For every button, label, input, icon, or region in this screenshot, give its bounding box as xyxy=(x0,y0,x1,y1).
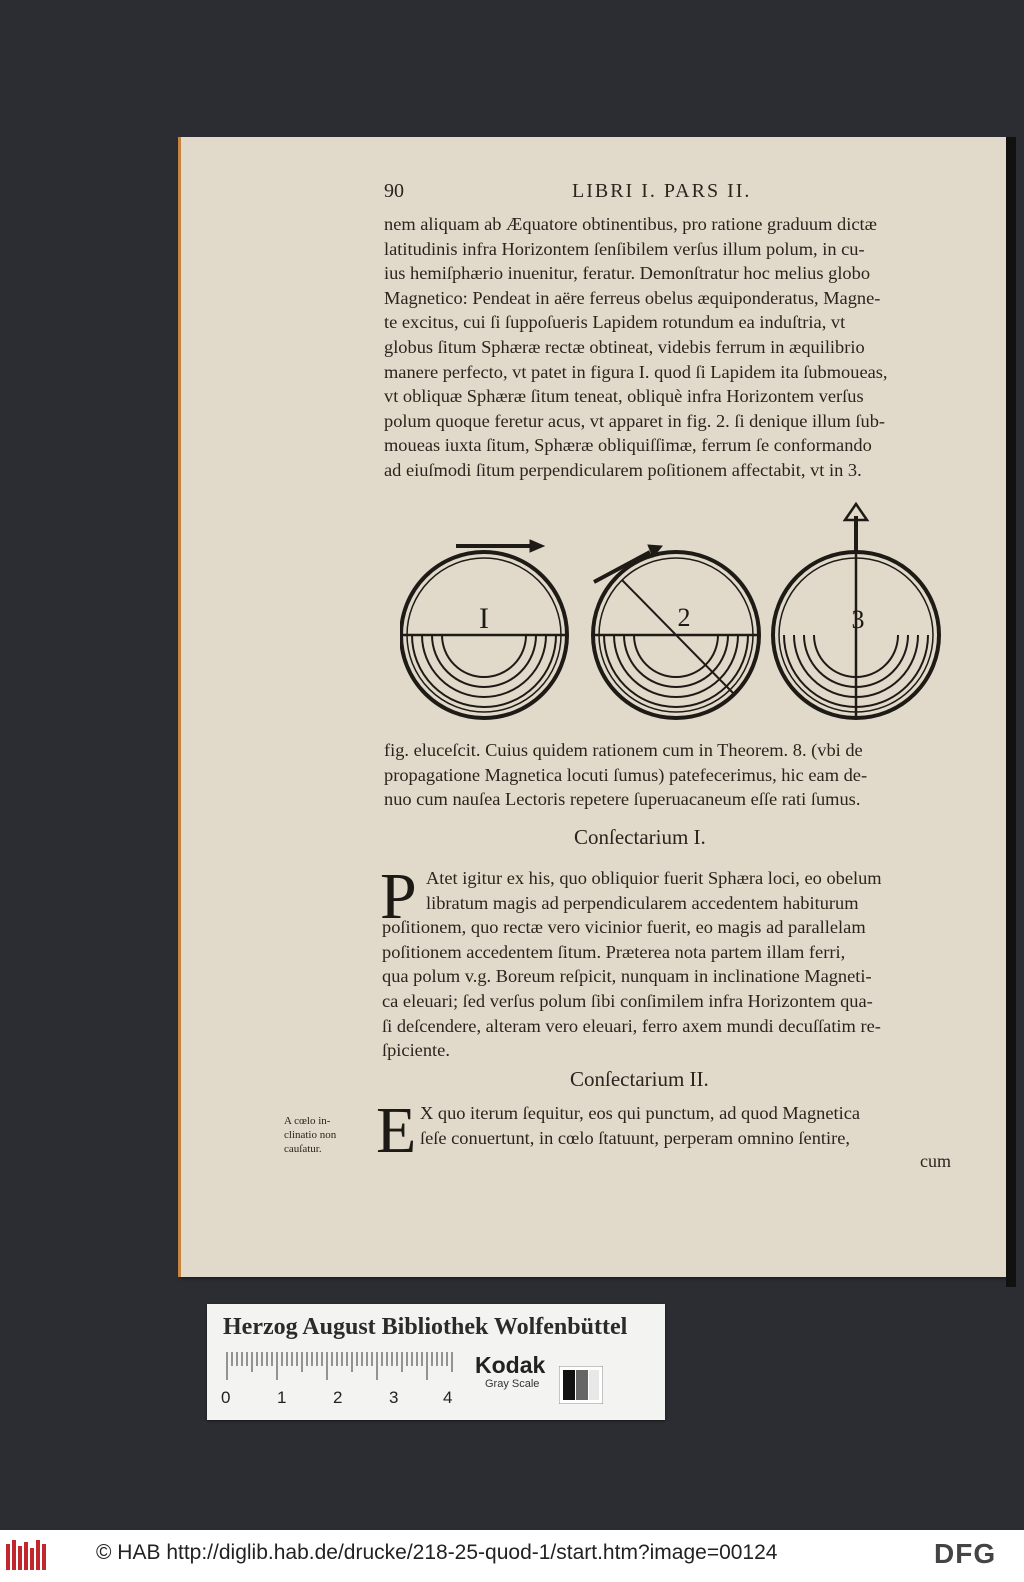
figure-label-1: I xyxy=(479,602,489,635)
globe-figure-2 xyxy=(593,545,759,718)
globe-figure-1 xyxy=(401,540,567,718)
page-header xyxy=(384,180,974,206)
text-line: polum quoque feretur acus, vt apparet in fig. 2. ſi denique illum ſub- xyxy=(384,410,886,431)
marginal-note-line: A cœlo in- xyxy=(284,1115,331,1127)
text-line: moueas iuxta ſitum, Sphæræ obliquiſſimæ, ferrum ſe conformando xyxy=(384,435,872,456)
text-line: poſitionem, quo rectæ vero vicinior fuerit, eo magis ad parallelam xyxy=(382,917,866,938)
text-line: nuo cum nauſea Lectoris repetere ſuperuacaneum eſſe rati ſumus. xyxy=(384,789,861,810)
ruler-scale xyxy=(225,1350,455,1384)
text-line: ad eiuſmodi ſitum perpendicularem poſitionem affectabit, vt in 3. xyxy=(384,459,862,480)
text-line: propagatione Magnetica locuti ſumus) patefecerimus, hic eam de- xyxy=(384,764,868,785)
paragraph-3 xyxy=(382,866,976,1063)
marginal-note-line: cauſatur. xyxy=(284,1143,322,1155)
text-line: ius hemiſphærio inuenitur, feratur. Demonſtratur hoc melius globo xyxy=(384,263,871,284)
paragraph-2 xyxy=(384,738,974,812)
drop-cap-p: P xyxy=(380,860,417,933)
section-heading-1: Conſectarium I. xyxy=(574,825,706,849)
ruler-number: 2 xyxy=(333,1388,343,1407)
dfg-logo: DFG xyxy=(934,1538,997,1569)
text-line: ſpiciente. xyxy=(382,1040,450,1061)
text-line: globus ſitum Sphæræ rectæ obtineat, videbis ferrum in æquilibrio xyxy=(384,336,865,357)
footer-bar xyxy=(0,1530,1024,1582)
page-number: 90 xyxy=(384,180,404,202)
text-line: ca eleuari; ſed verſus polum ſibi conſimilem infra Horizontem qua- xyxy=(382,990,873,1011)
globe-figure-3 xyxy=(773,504,939,718)
text-line: fig. eluceſcit. Cuius quidem rationem cum in Theorem. 8. (vbi de xyxy=(384,740,863,760)
marginal-note xyxy=(284,1114,376,1156)
text-line: nem aliquam ab Æquatore obtinentibus, pro ratione graduum dictæ xyxy=(384,214,877,234)
text-line: libratum magis ad perpendicularem accedentem habiturum xyxy=(426,892,859,913)
text-line: poſitionem accedentem ſitum. Præterea nota partem illam ferri, xyxy=(382,941,846,962)
ruler-number: 4 xyxy=(443,1388,453,1407)
catchword: cum xyxy=(920,1151,951,1171)
hab-logo-icon xyxy=(6,1538,50,1574)
color-card xyxy=(207,1304,665,1420)
paragraph-4 xyxy=(420,1101,975,1150)
ruler-number: 3 xyxy=(389,1388,399,1407)
text-line: qua polum v.g. Boreum reſpicit, nunquam in inclinatione Magneti- xyxy=(382,966,872,987)
text-line: vt obliquæ Sphæræ ſitum teneat, obliquè infra Horizontem verſus xyxy=(384,386,864,407)
ruler-number: 0 xyxy=(221,1388,231,1407)
footer-source-link[interactable]: © HAB http://diglib.hab.de/drucke/218-25-quod-1/start.htm?image=00124 xyxy=(96,1541,778,1564)
paragraph-1 xyxy=(384,212,974,483)
book-spine xyxy=(1006,137,1016,1287)
drop-cap-e: E xyxy=(376,1094,417,1167)
text-line: X quo iterum ſequitur, eos qui punctum, ad quod Magnetica xyxy=(420,1103,861,1123)
text-line: ſeſe conuertunt, in cœlo ſtatuunt, perperam omnino ſentire, xyxy=(420,1127,851,1148)
magnetic-globes-figure xyxy=(400,500,960,730)
running-head: LIBRI I. PARS II. xyxy=(572,180,752,202)
figure-label-2: 2 xyxy=(677,603,691,632)
gray-swatch-icon xyxy=(559,1366,603,1404)
text-line: latitudinis infra Horizontem ſenſibilem verſus illum polum, in cu- xyxy=(384,238,865,259)
text-line: manere perfecto, vt patet in figura I. quod ſi Lapidem ita ſubmoueas, xyxy=(384,361,888,382)
section-heading-2: Conſectarium II. xyxy=(570,1067,709,1091)
text-line: te excitus, cui ſi ſuppoſueris Lapidem rotundum ea induſtria, vt xyxy=(384,312,846,333)
marginal-note-line: clinatio non xyxy=(284,1129,337,1141)
gray-scale-label: Gray Scale xyxy=(485,1378,540,1390)
text-line: Atet igitur ex his, quo obliquior fuerit Sphæra loci, eo obelum xyxy=(426,868,882,888)
kodak-brand: Kodak xyxy=(475,1352,546,1378)
text-line: Magnetico: Pendeat in aëre ferreus obelus æquiponderatus, Magne- xyxy=(384,287,881,308)
text-line: ſi deſcendere, alteram vero eleuari, ferro axem mundi decuſſatim re- xyxy=(382,1015,881,1036)
figure-label-3: 3 xyxy=(851,605,865,634)
library-name: Herzog August Bibliothek Wolfenbüttel xyxy=(223,1314,628,1340)
ruler-number: 1 xyxy=(277,1388,287,1407)
